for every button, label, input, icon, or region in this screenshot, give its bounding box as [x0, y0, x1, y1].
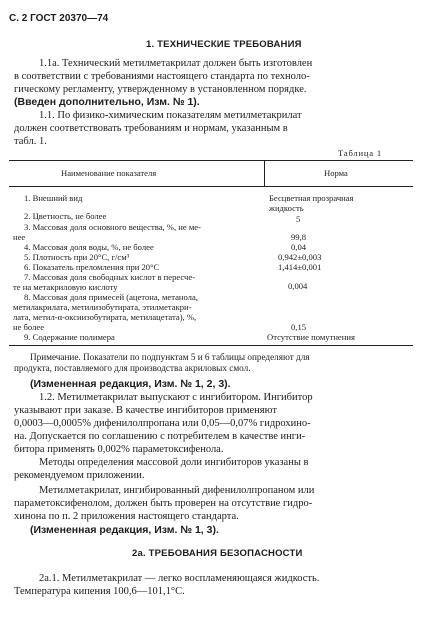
section-title-1: 1. ТЕХНИЧЕСКИЕ ТРЕБОВАНИЯ: [146, 39, 302, 50]
table-top-rule: [9, 160, 413, 161]
para-1-1a-line-1: 1.1а. Технический метилметакрилат должен быть изготовлен: [39, 58, 313, 69]
table-row-2-name: 2. Цветность, не более: [24, 211, 107, 221]
section-title-2a: 2а. ТРЕБОВАНИЯ БЕЗОПАСНОСТИ: [132, 548, 303, 559]
table-header-divider: [264, 160, 265, 186]
table-row-8-name: 8. Массовая доля примесей (ацетона, метанола,: [24, 292, 198, 302]
table-row-9-name: 9. Содержание полимера: [24, 332, 115, 342]
table-note-line-2: продукта, поставляемого для производства акриловых смол.: [14, 363, 251, 373]
para-1-2-line-3: 0,0003—0,0005% дифенилолпропана или 0,05—0,07% гидрохино-: [14, 418, 311, 429]
table-bottom-rule: [9, 345, 413, 346]
table-row-5-norm: 0,942±0,003: [278, 252, 322, 262]
edit-note-2: (Измененная редакция, Изм. № 1, 2, 3).: [30, 378, 231, 390]
para-1-1-line-1: 1.1. По физико-химическим показателям метилметакрилат: [39, 110, 302, 121]
table-row-3-norm: 99,8: [291, 232, 307, 242]
para-2a-1-line-2: Температура кипения 100,6—101,1°С.: [14, 586, 185, 597]
table-row-7-name-cont: те на метакриловую кислоту: [13, 282, 118, 292]
para-methods-line-1: Методы определения массовой доли ингибиторов указаны в: [39, 457, 309, 468]
table-header-rule: [9, 186, 413, 187]
page-reference: С. 2 ГОСТ 20370—74: [9, 13, 109, 24]
table-row-5-name: 5. Плотность при 20°С, г/см³: [24, 252, 130, 262]
table-header-name: Наименование показателя: [61, 168, 157, 178]
para-inhibited-line-1: Метилметакрилат, ингибированный дифенилолпропаном или: [39, 485, 315, 496]
table-row-3-name-cont: нее: [13, 232, 26, 242]
table-row-1-name: 1. Внешний вид: [24, 193, 83, 203]
para-1-2-line-4: на. Допускается по соглашению с потребителем в качестве инги-: [14, 431, 306, 442]
table-header-norm: Норма: [324, 168, 348, 178]
table-row-4-name: 4. Массовая доля воды, %, не более: [24, 242, 154, 252]
para-1-1a-line-3: гическому регламенту, утвержденному в установленном порядке.: [14, 84, 307, 95]
table-row-6-name: 6. Показатель преломления при 20°С: [24, 262, 160, 272]
table-caption: Таблица 1: [338, 148, 382, 158]
edit-note-1: (Введен дополнительно, Изм. № 1).: [14, 96, 200, 108]
table-row-3-name: 3. Массовая доля основного вещества, %, не ме-: [24, 222, 201, 232]
table-row-2-norm: 5: [296, 214, 301, 224]
para-1-2-line-5: битора применять 0,002% параметоксифенола.: [14, 444, 224, 455]
table-row-8-norm: 0,15: [291, 322, 307, 332]
table-note-line-1: Примечание. Показатели по подпунктам 5 и 6 таблицы определяют для: [30, 352, 310, 362]
edit-note-3: (Измененная редакция, Изм. № 1, 3).: [30, 524, 219, 536]
para-2a-1-line-1: 2а.1. Метилметакрилат — легко воспламеняющаяся жидкость.: [39, 573, 320, 584]
table-row-4-norm: 0,04: [291, 242, 307, 252]
table-row-9-norm: Отсутствие помутнения: [267, 332, 355, 342]
para-1-1a-line-2: в соответствии с требованиями настоящего стандарта по техноло-: [14, 71, 310, 82]
para-1-1-line-3: табл. 1.: [14, 136, 47, 147]
para-1-2-line-1: 1.2. Метилметакрилат выпускают с ингибитором. Ингибитор: [39, 392, 313, 403]
para-inhibited-line-3: хинона по п. 2 приложения настоящего стандарта.: [14, 511, 239, 522]
para-methods-line-2: рекомендуемом приложении.: [14, 470, 145, 481]
para-1-1-line-2: должен соответствовать требованиям и нормам, указанным в: [14, 123, 288, 134]
table-row-8-name-cont-3: не более: [13, 322, 45, 332]
table-row-7-name: 7. Массовая доля свободных кислот в пересче-: [24, 272, 196, 282]
table-row-1-norm-cont: жидкость: [269, 203, 304, 213]
table-row-6-norm: 1,414±0,001: [278, 262, 322, 272]
para-1-2-line-2: указывают при заказе. В качестве ингибиторов применяют: [14, 405, 277, 416]
table-row-8-name-cont-2: лата, метил-α-оксиизобутирата, метилацетата), %,: [13, 312, 197, 322]
table-row-1-norm: Бесцветная прозрачная: [269, 193, 354, 203]
table-row-7-norm: 0,004: [288, 281, 308, 291]
table-row-8-name-cont-1: метилакрилата, метилизобутирата, этилметакри-: [13, 302, 192, 312]
para-inhibited-line-2: параметоксифенолом, должен быть проверен на отсутствие гидро-: [14, 498, 313, 509]
